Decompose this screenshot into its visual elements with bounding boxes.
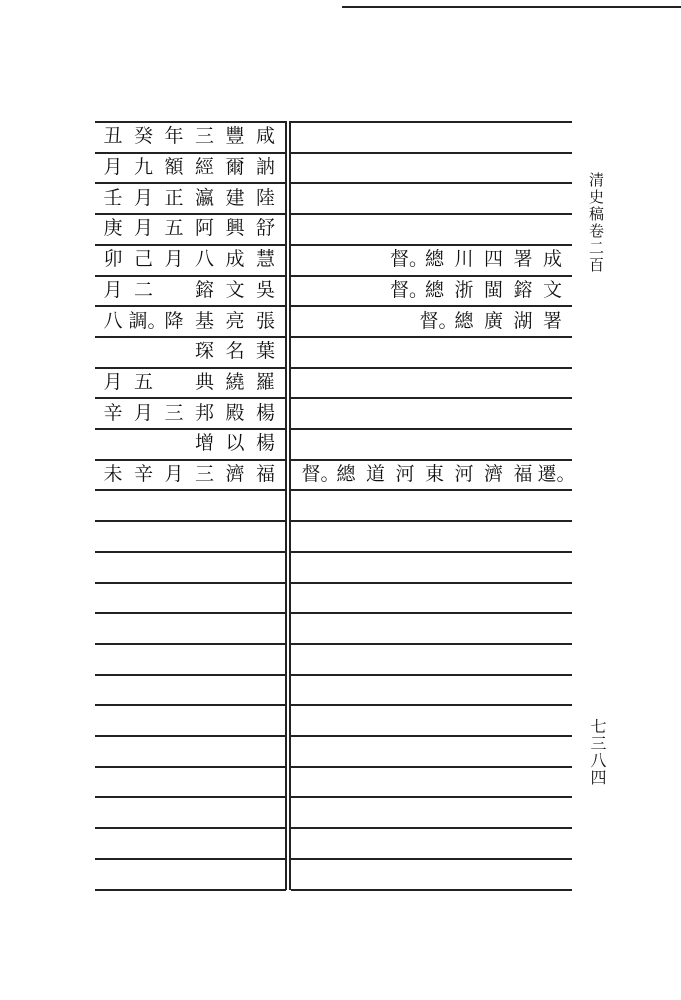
left-table-cell: 文 <box>225 279 245 301</box>
right-table-cell: 湖 <box>513 310 533 332</box>
left-table-cell: 濟 <box>225 463 245 485</box>
right-table-cell: 濟 <box>483 463 503 485</box>
left-table-cell <box>159 429 189 457</box>
left-table-cell: 爾 <box>225 156 245 178</box>
page-number: 七三八四 <box>588 718 607 786</box>
left-table-cell: 亮 <box>225 310 245 332</box>
right-table-cell: 督。 <box>390 279 429 301</box>
left-table-row <box>0 337 681 365</box>
left-table-cell: 癸 <box>133 125 153 147</box>
left-table-cell: 八 <box>194 248 214 270</box>
row-rule-right <box>291 796 572 798</box>
right-table-cell: 四 <box>483 248 503 270</box>
left-table-cell: 葉 <box>255 340 275 362</box>
left-table-cell: 月 <box>164 463 184 485</box>
left-table-cell: 己 <box>133 248 153 270</box>
right-table-row <box>0 276 681 304</box>
left-table-cell <box>159 337 189 365</box>
right-table-cell: 廣 <box>483 310 503 332</box>
left-table-cell: 月 <box>133 402 153 424</box>
left-table-cell: 三 <box>194 125 214 147</box>
left-table-cell: 邦 <box>194 402 214 424</box>
left-table-cell: 興 <box>225 217 245 239</box>
left-table-cell: 五 <box>164 217 184 239</box>
left-table-row <box>0 184 681 212</box>
row-rule-left <box>95 827 286 829</box>
left-table-cell: 名 <box>225 340 245 362</box>
left-table-cell: 降 <box>164 310 184 332</box>
right-table-cell: 浙 <box>454 279 474 301</box>
row-rule-right <box>291 520 572 522</box>
row-rule-left <box>95 735 286 737</box>
row-rule-left <box>95 858 286 860</box>
row-rule-left <box>95 582 286 584</box>
left-table-cell: 經 <box>194 156 214 178</box>
right-table-cell: 鎔 <box>513 279 533 301</box>
left-table-cell: 成 <box>225 248 245 270</box>
right-table-cell: 總 <box>336 463 356 485</box>
left-table-cell: 吳 <box>255 279 275 301</box>
left-table-cell: 卯 <box>103 248 123 270</box>
left-table-row <box>0 429 681 457</box>
left-table-cell <box>159 368 189 396</box>
right-table-cell: 東 <box>424 463 444 485</box>
row-rule-right <box>291 674 572 676</box>
left-table-cell: 月 <box>103 156 123 178</box>
left-table-cell: 五 <box>133 371 153 393</box>
row-rule-left <box>95 551 286 553</box>
left-table-cell: 楊 <box>255 402 275 424</box>
left-table-cell: 庚 <box>103 217 123 239</box>
left-table-cell: 三 <box>164 402 184 424</box>
left-table-cell: 壬 <box>103 187 123 209</box>
left-table-cell: 丑 <box>103 125 123 147</box>
left-table-cell: 以 <box>225 432 245 454</box>
row-rule-right <box>291 735 572 737</box>
left-table-cell: 月 <box>103 371 123 393</box>
left-table-cell: 未 <box>103 463 123 485</box>
row-rule-right <box>291 643 572 645</box>
row-rule-right <box>291 704 572 706</box>
row-rule-left <box>95 889 286 891</box>
left-table-cell: 九 <box>133 156 153 178</box>
row-rule-left <box>95 612 286 614</box>
right-table-cell: 遷。 <box>537 463 576 485</box>
left-table-cell <box>98 429 128 457</box>
left-table-row <box>0 153 681 181</box>
left-table-cell: 繞 <box>225 371 245 393</box>
row-rule-left <box>95 674 286 676</box>
row-rule-right <box>291 766 572 768</box>
left-table-cell: 咸 <box>255 125 275 147</box>
row-rule-right <box>291 582 572 584</box>
row-rule-left <box>95 489 286 491</box>
left-table-cell: 羅 <box>255 371 275 393</box>
left-table-cell: 張 <box>255 310 275 332</box>
left-table-cell <box>129 337 159 365</box>
left-table-cell: 豐 <box>225 125 245 147</box>
row-rule-left <box>95 766 286 768</box>
left-table-row <box>0 122 681 150</box>
left-table-cell: 二 <box>133 279 153 301</box>
left-table-cell: 慧 <box>255 248 275 270</box>
right-table-row <box>0 460 681 488</box>
running-head: 清史稿卷二百 <box>587 172 605 274</box>
left-table-cell: 建 <box>225 187 245 209</box>
row-rule-left <box>95 643 286 645</box>
row-rule-right <box>291 551 572 553</box>
left-table-cell: 阿 <box>194 217 214 239</box>
left-table-cell: 陸 <box>255 187 275 209</box>
right-table-cell: 福 <box>513 463 533 485</box>
left-table-cell: 殿 <box>225 402 245 424</box>
left-table-cell: 訥 <box>255 156 275 178</box>
right-table-cell: 督。 <box>301 463 340 485</box>
right-table-cell: 文 <box>542 279 562 301</box>
row-rule-right <box>291 489 572 491</box>
row-rule-right <box>291 612 572 614</box>
right-table-cell: 河 <box>454 463 474 485</box>
right-table-cell: 督。 <box>390 248 429 270</box>
left-table-cell: 調。 <box>128 310 167 332</box>
right-table-cell: 川 <box>454 248 474 270</box>
row-rule-left <box>95 704 286 706</box>
left-table-cell: 額 <box>164 156 184 178</box>
right-table-cell: 總 <box>454 310 474 332</box>
left-table-row <box>0 214 681 242</box>
right-table-row <box>0 245 681 273</box>
left-table-cell: 辛 <box>103 402 123 424</box>
left-table-row <box>0 399 681 427</box>
left-table-cell: 三 <box>194 463 214 485</box>
row-rule-left <box>95 520 286 522</box>
row-rule-right <box>291 889 572 891</box>
left-table-cell: 八 <box>103 310 123 332</box>
left-table-cell <box>98 337 128 365</box>
left-table-cell: 楊 <box>255 432 275 454</box>
left-table-cell <box>129 429 159 457</box>
right-table-cell: 河 <box>395 463 415 485</box>
right-table-cell: 道 <box>365 463 385 485</box>
left-table-cell: 基 <box>194 310 214 332</box>
left-table-cell: 增 <box>194 432 214 454</box>
row-rule-left <box>95 796 286 798</box>
right-table-cell: 成 <box>542 248 562 270</box>
right-table-cell: 閩 <box>483 279 503 301</box>
left-table-cell: 月 <box>133 217 153 239</box>
left-table-cell: 琛 <box>194 340 214 362</box>
right-table-cell: 督。 <box>419 310 458 332</box>
left-table-cell: 典 <box>194 371 214 393</box>
left-table-row <box>0 368 681 396</box>
left-table-cell: 正 <box>164 187 184 209</box>
left-table-cell: 舒 <box>255 217 275 239</box>
right-table-cell: 署 <box>542 310 562 332</box>
right-table-cell: 總 <box>424 248 444 270</box>
right-table-cell: 署 <box>513 248 533 270</box>
left-table-cell: 月 <box>164 248 184 270</box>
right-table-row <box>0 307 681 335</box>
left-table-cell: 年 <box>164 125 184 147</box>
row-rule-right <box>291 858 572 860</box>
right-table-cell: 總 <box>424 279 444 301</box>
left-table-cell: 福 <box>255 463 275 485</box>
top-rule <box>342 6 681 8</box>
row-rule-right <box>291 827 572 829</box>
left-table-cell: 月 <box>133 187 153 209</box>
left-table-cell: 月 <box>103 279 123 301</box>
left-table-cell: 辛 <box>133 463 153 485</box>
left-table-cell: 瀛 <box>194 187 214 209</box>
left-table-cell: 鎔 <box>194 279 214 301</box>
